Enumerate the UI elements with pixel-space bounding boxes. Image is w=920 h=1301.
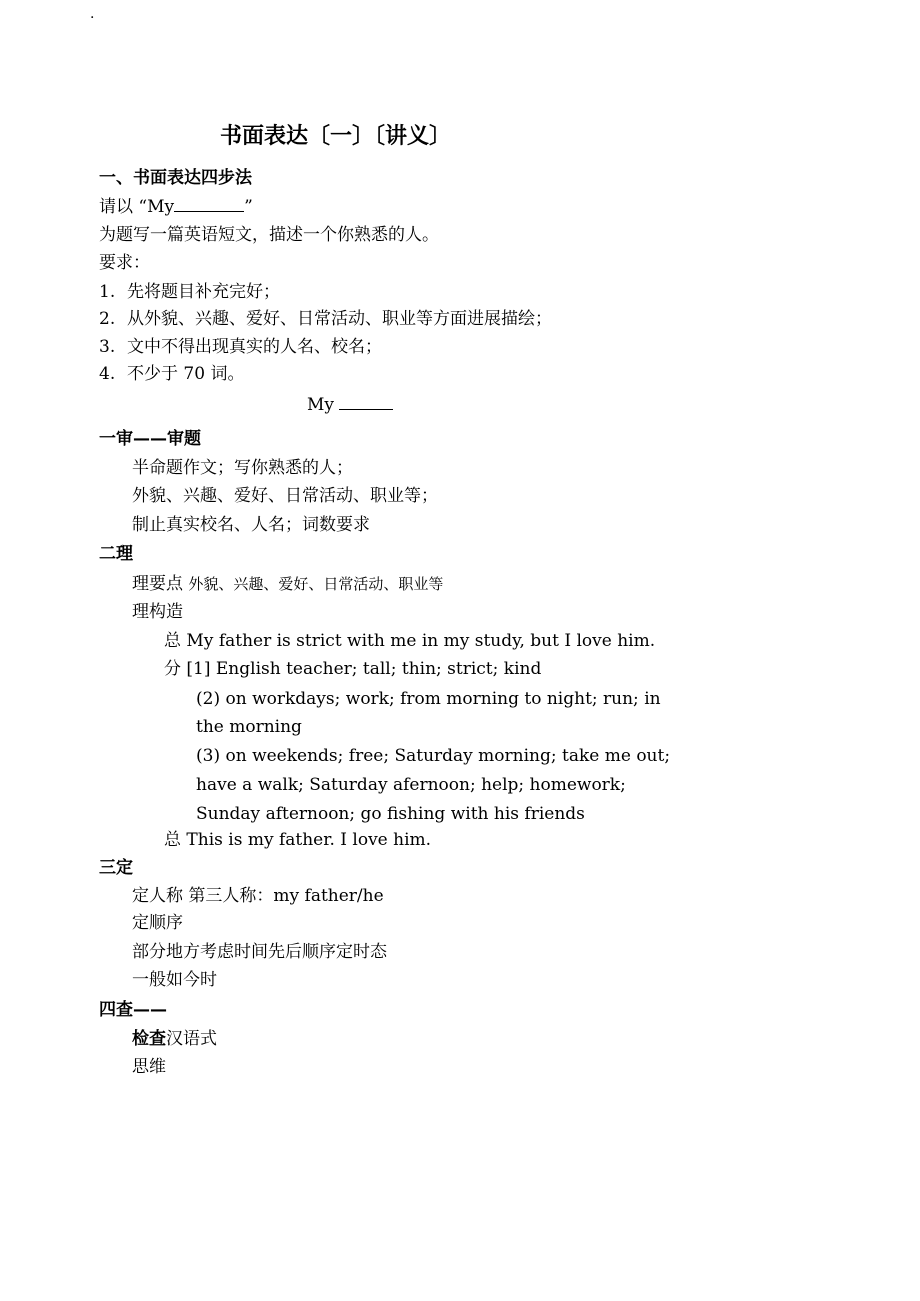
requirement-num: 1.: [99, 282, 116, 302]
structure-zong-2: 总 This is my father. I love him.: [164, 830, 432, 850]
requirement-num: 3.: [99, 337, 116, 357]
step3-line: 定人称 第三人称：my father/he: [132, 886, 384, 906]
requirement-num: 4.: [99, 364, 116, 384]
structure-fen-3c: Sunday afternoon; go fishing with his friends: [196, 804, 585, 824]
requirements-label: 要求：: [99, 253, 150, 273]
center-title: [307, 393, 393, 417]
center-title-text: My: [307, 395, 335, 415]
prompt-prefix: 请以 “My: [99, 197, 175, 217]
step4-check: [132, 1027, 217, 1051]
structure-fen-1: 分 [1] English teacher; tall; thin; strict; kind: [164, 659, 542, 679]
step3-line: 一般如今时: [132, 970, 217, 990]
requirement-item: [99, 335, 382, 359]
structure-zong-1: 总 My father is strict with me in my study, but I love him.: [164, 631, 656, 651]
point-label: 理要点: [132, 574, 183, 594]
step3-heading: 三定: [99, 858, 133, 878]
step2-heading: 二理: [99, 544, 133, 564]
structure-fen-3b: have a walk; Saturday afernoon; help; homework;: [196, 775, 626, 795]
page-dot: ·: [90, 10, 95, 26]
requirement-item: [99, 307, 552, 331]
step3-line: 部分地方考虑时间先后顺序定时态: [132, 942, 387, 962]
structure-fen-3a: (3) on weekends; free; Saturday morning; take me out;: [196, 746, 671, 766]
prompt-line-2: 为题写一篇英语短文，描述一个你熟悉的人。: [99, 225, 439, 245]
prompt-line: [99, 195, 253, 219]
step1-line: 半命题作文；写你熟悉的人；: [132, 458, 353, 478]
prompt-suffix: ”: [244, 197, 253, 217]
structure-fen-2b: the morning: [196, 717, 302, 737]
step1-line: 制止真实校名、人名；词数要求: [132, 515, 370, 535]
step4-heading: 四查——: [99, 1000, 167, 1020]
step2-point: [132, 572, 443, 596]
check-rest: 汉语式: [166, 1029, 217, 1049]
point-detail: 外貌、兴趣、爱好、日常活动、职业等: [188, 575, 444, 593]
check-bold: 检查: [132, 1029, 166, 1049]
requirement-item: [99, 362, 244, 386]
requirement-text: 先将题目补充完好；: [127, 282, 280, 302]
requirement-num: 2.: [99, 309, 116, 329]
structure-fen-2a: (2) on workdays; work; from morning to night; run; in: [196, 689, 661, 709]
page-title: 书面表达〔一〕〔讲义〕: [220, 124, 452, 149]
section1-heading: 一、书面表达四步法: [99, 168, 252, 188]
requirement-text: 文中不得出现真实的人名、校名；: [127, 337, 382, 357]
requirement-text: 从外貌、兴趣、爱好、日常活动、职业等方面进展描绘；: [127, 309, 552, 329]
step1-line: 外貌、兴趣、爱好、日常活动、职业等；: [132, 486, 438, 506]
prompt-blank: [174, 195, 244, 212]
step3-line: 定顺序: [132, 913, 183, 933]
requirement-text: 不少于 70 词。: [127, 364, 245, 384]
step1-heading: 一审——审题: [99, 429, 201, 449]
center-title-blank: [339, 393, 393, 410]
step4-line: 思维: [132, 1057, 166, 1077]
structure-label: 理构造: [132, 602, 183, 622]
requirement-item: [99, 280, 280, 304]
